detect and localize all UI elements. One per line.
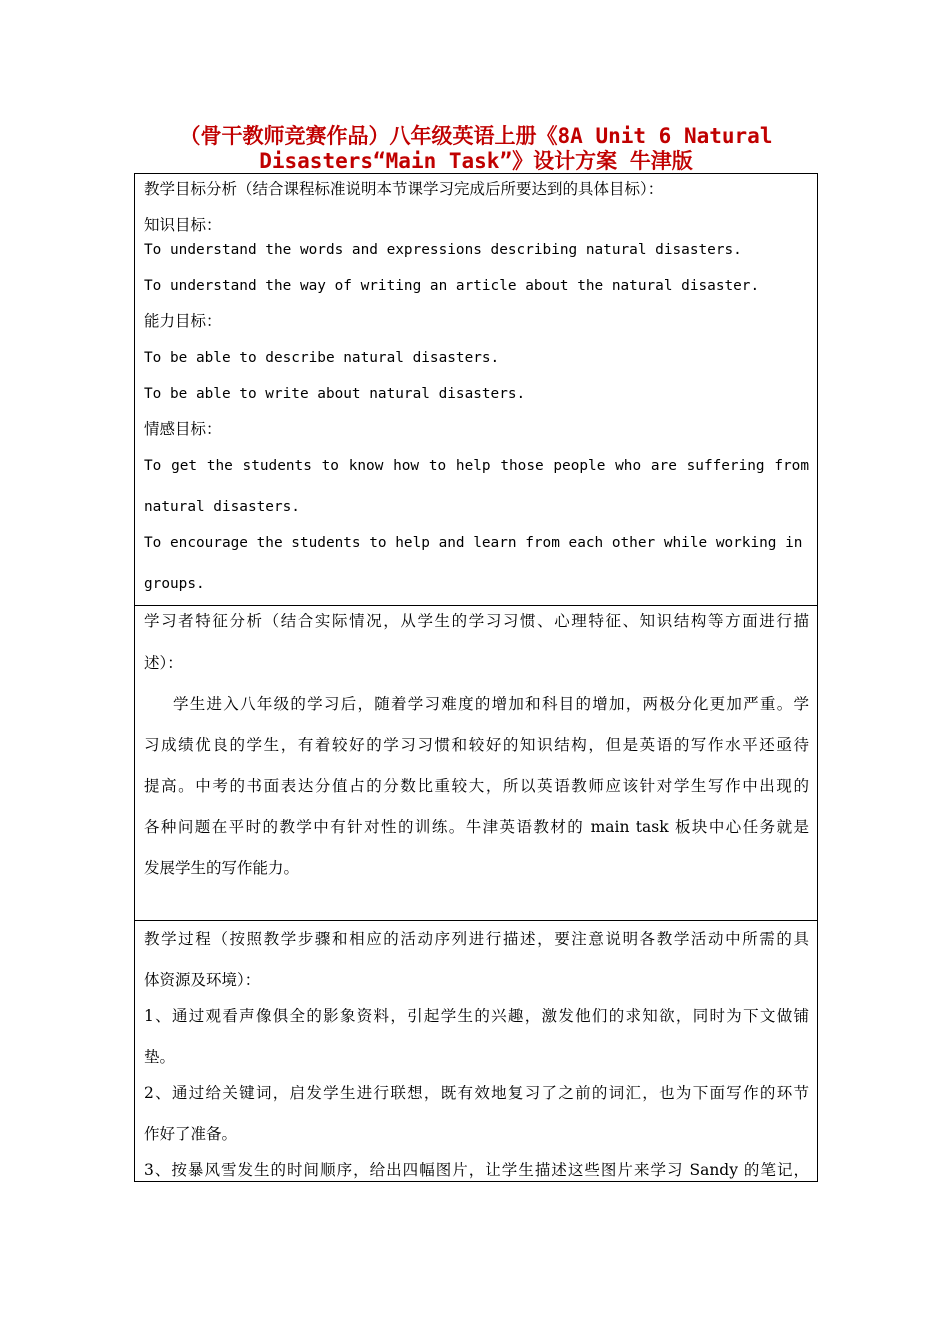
- process-step-2-line-2: 作好了准备。: [144, 1125, 238, 1143]
- learner-analysis-cell: [135, 606, 817, 921]
- learner-paragraph-line-3: 提高。中考的书面表达分值占的分数比重较大，所以英语教师应该针对学生写作中出现的: [144, 777, 809, 795]
- emotion-objective-1-line-1: To get the students to know how to help those people who are suffering from: [144, 458, 809, 474]
- emotion-heading: 情感目标：: [144, 420, 222, 438]
- emotion-objective-1-line-2: natural disasters.: [144, 499, 300, 515]
- objectives-cell: [135, 174, 817, 606]
- learner-paragraph-line-1: 学生进入八年级的学习后，随着学习难度的增加和科目的增加，两极分化更加严重。学: [173, 695, 809, 713]
- process-step-2-line-1: 2、通过给关键词，启发学生进行联想，既有效地复习了之前的词汇，也为下面写作的环节: [144, 1084, 809, 1102]
- title-line-2: Disasters“Main Task”》设计方案 牛津版: [259, 149, 693, 173]
- process-step-1-line-1: 1、通过观看声像俱全的影象资料，引起学生的兴趣，激发他们的求知欲，同时为下文做铺: [144, 1007, 809, 1025]
- process-header-line-2: 体资源及环境）：: [144, 971, 261, 989]
- learner-header-line-2: 述）：: [144, 654, 183, 672]
- knowledge-objective-1: To understand the words and expressions describing natural disasters.: [144, 242, 742, 258]
- learner-header-line-1: 学习者特征分析（结合实际情况，从学生的学习习惯、心理特征、知识结构等方面进行描: [144, 612, 809, 630]
- process-step-3-line-1: 3、按暴风雪发生的时间顺序，给出四幅图片，让学生描述这些图片来学习 Sandy 的笔记，: [144, 1161, 809, 1179]
- process-header-line-1: 教学过程（按照教学步骤和相应的活动序列进行描述，要注意说明各教学活动中所需的具: [144, 930, 809, 948]
- ability-objective-2: To be able to write about natural disasters.: [144, 386, 526, 402]
- learner-paragraph-line-4: 各种问题在平时的教学中有针对性的训练。牛津英语教材的 main task 板块中心任务就是: [144, 818, 809, 836]
- knowledge-objective-2: To understand the way of writing an article about the natural disaster.: [144, 278, 760, 294]
- title-line-1: （骨干教师竞赛作品）八年级英语上册《8A Unit 6 Natural: [179, 124, 773, 148]
- lesson-plan-table: [134, 173, 818, 1182]
- emotion-objective-2-line-1: To encourage the students to help and learn from each other while working in: [144, 535, 803, 551]
- knowledge-heading: 知识目标：: [144, 216, 222, 234]
- ability-heading: 能力目标：: [144, 312, 222, 330]
- learner-paragraph-line-5: 发展学生的写作能力。: [144, 859, 300, 877]
- learner-paragraph-line-2: 习成绩优良的学生，有着较好的学习习惯和较好的知识结构，但是英语的写作水平还亟待: [144, 736, 809, 754]
- objectives-header: 教学目标分析（结合课程标准说明本节课学习完成后所要达到的具体目标）：: [144, 180, 664, 198]
- teaching-process-cell: [135, 921, 817, 1181]
- emotion-objective-2-line-2: groups.: [144, 576, 205, 592]
- document-title: [134, 124, 818, 174]
- process-step-1-line-2: 垫。: [144, 1048, 176, 1066]
- ability-objective-1: To be able to describe natural disasters.: [144, 350, 500, 366]
